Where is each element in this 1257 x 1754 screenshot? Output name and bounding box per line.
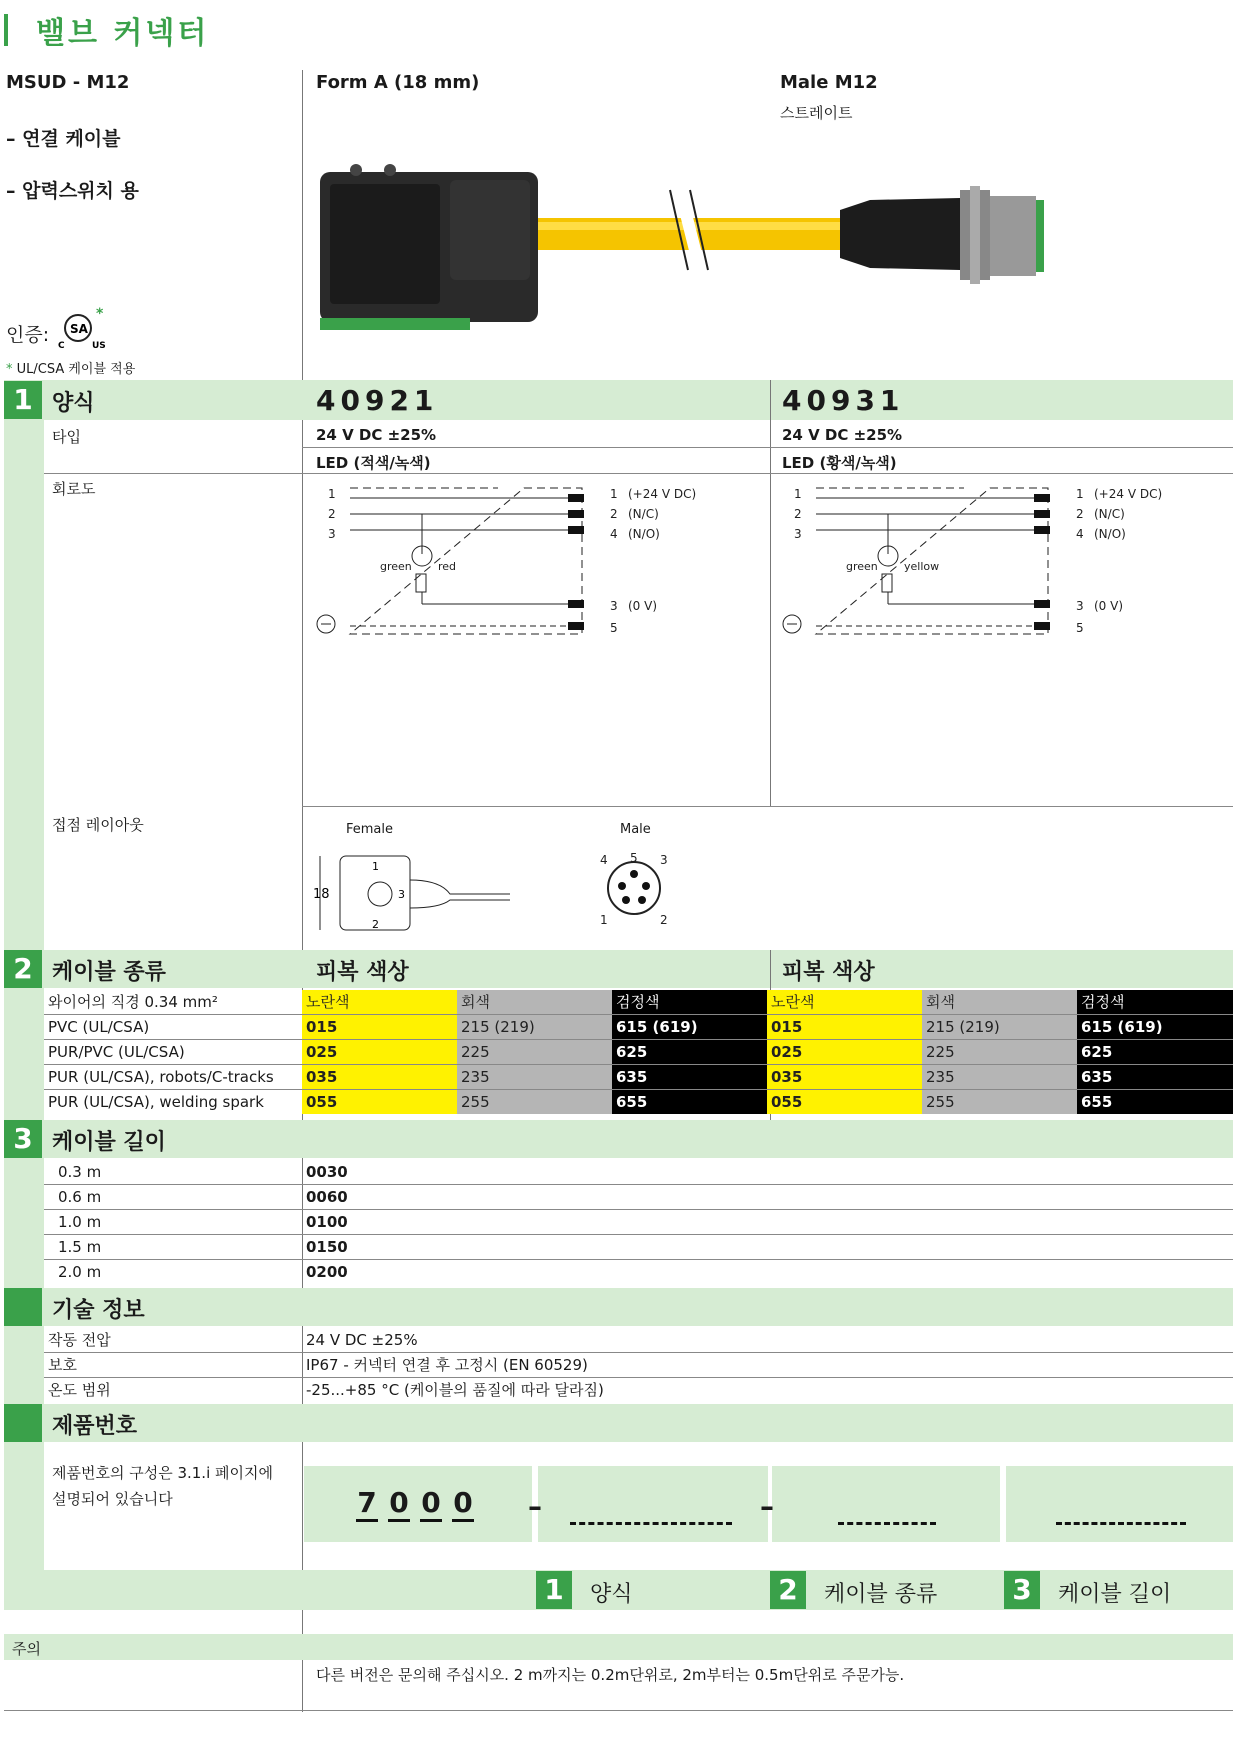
tech-table <box>44 1328 1233 1402</box>
svg-text:3: 3 <box>398 888 405 901</box>
form-a-heading: Form A (18 mm) <box>316 72 480 93</box>
partnum-band <box>4 1404 1233 1442</box>
male-m12-heading: Male M12 <box>780 72 878 93</box>
code-yellow: 055 <box>302 1090 457 1114</box>
type-label: 타입 <box>52 428 81 446</box>
feature-cable: – 연결 케이블 <box>6 128 121 150</box>
partnum-desc-2: 설명되어 있습니다 <box>52 1490 173 1508</box>
svg-text:US: US <box>92 341 106 351</box>
product-name: MSUD - M12 <box>6 72 130 93</box>
partnum-marker <box>4 1404 42 1442</box>
style-placeholder <box>570 1522 732 1525</box>
tech-band <box>4 1288 1233 1326</box>
tech-value: -25...+85 °C (케이블의 품질에 따라 달라짐) <box>306 1381 604 1399</box>
svg-text:(N/O): (N/O) <box>1094 527 1126 541</box>
legend-label: 양식 <box>590 1582 633 1607</box>
section3-side-strip <box>4 1158 44 1288</box>
cable-table <box>44 990 1233 1114</box>
tech-side-strip <box>4 1326 44 1404</box>
length-value: 1.5 m <box>58 1238 102 1256</box>
code-black: 625 <box>612 1040 767 1064</box>
legend-number: 3 <box>1004 1571 1040 1609</box>
jacket-color-b: 피복 색상 <box>782 960 875 985</box>
section2-band <box>4 950 1233 988</box>
bottom-rule <box>4 1710 1233 1711</box>
code-prefix: 7 0 0 0 <box>356 1486 484 1522</box>
table-row <box>44 1210 1233 1235</box>
cert-note: * UL/CSA 케이블 적용 <box>6 362 136 377</box>
section3-band <box>4 1120 1233 1158</box>
svg-text:1: 1 <box>600 913 608 927</box>
legend-number: 1 <box>536 1571 572 1609</box>
cert-star: * <box>96 306 104 322</box>
code-yellow: 015 <box>302 1015 457 1039</box>
tech-value: IP67 - 커넥터 연결 후 고정시 (EN 60529) <box>306 1356 588 1374</box>
color-gray-b: 회색 <box>922 990 1077 1014</box>
code-dash-2: – <box>760 1490 779 1523</box>
circuit-diagram-b <box>778 484 1178 654</box>
code-gray: 255 <box>922 1090 1077 1114</box>
code-yellow: 035 <box>767 1065 922 1089</box>
svg-text:(N/O): (N/O) <box>628 527 660 541</box>
table-row <box>44 1065 1233 1090</box>
code-box-style <box>538 1466 768 1542</box>
color-black-b: 검정색 <box>1077 990 1233 1014</box>
voltage-b: 24 V DC ±25% <box>782 426 903 444</box>
code-yellow: 035 <box>302 1065 457 1089</box>
cert-label: 인증: <box>6 324 50 346</box>
cable-header-row <box>44 990 1233 1015</box>
circuit-label: 회로도 <box>52 480 96 498</box>
led-b: LED (황색/녹색) <box>782 454 897 472</box>
svg-text:3: 3 <box>610 599 618 613</box>
note-band <box>4 1634 1233 1660</box>
svg-text:2: 2 <box>794 507 802 521</box>
code-gray: 235 <box>457 1065 612 1089</box>
straight-label: 스트레이트 <box>780 104 853 122</box>
code-gray: 225 <box>457 1040 612 1064</box>
code-black: 625 <box>1077 1040 1233 1064</box>
feature-pressure-switch: – 압력스위치 용 <box>6 180 139 202</box>
table-row <box>44 1260 1233 1284</box>
code-gray: 225 <box>922 1040 1077 1064</box>
legend-label: 케이블 길이 <box>1058 1582 1172 1607</box>
csa-cert-icon <box>58 304 108 354</box>
tech-title: 기술 정보 <box>52 1298 145 1323</box>
svg-text:2: 2 <box>610 507 618 521</box>
svg-text:5: 5 <box>630 851 638 865</box>
svg-text:C: C <box>58 341 65 351</box>
svg-text:4: 4 <box>600 853 608 867</box>
partnum-desc-1: 제품번호의 구성은 3.1.i 페이지에 <box>52 1464 273 1482</box>
legend-label: 케이블 종류 <box>824 1582 938 1607</box>
svg-text:1: 1 <box>328 487 336 501</box>
svg-text:2: 2 <box>660 913 668 927</box>
svg-text:4: 4 <box>610 527 618 541</box>
cable-placeholder <box>838 1522 936 1525</box>
svg-text:1: 1 <box>372 860 379 873</box>
length-value: 0.6 m <box>58 1188 102 1206</box>
column-divider <box>302 70 303 1712</box>
code-gray: 215 (219) <box>457 1015 612 1039</box>
code-yellow: 015 <box>767 1015 922 1039</box>
svg-text:2: 2 <box>328 507 336 521</box>
tech-label: 보호 <box>48 1356 77 1374</box>
length-code: 0100 <box>306 1213 348 1231</box>
voltage-a: 24 V DC ±25% <box>316 426 437 444</box>
legend-number: 2 <box>770 1571 806 1609</box>
tech-label: 작동 전압 <box>48 1331 111 1349</box>
tech-value: 24 V DC ±25% <box>306 1331 418 1349</box>
male-contact-layout <box>596 850 676 930</box>
svg-text:red: red <box>438 560 457 573</box>
svg-text:4: 4 <box>1076 527 1084 541</box>
code-yellow: 025 <box>302 1040 457 1064</box>
cable-name: PUR (UL/CSA), welding spark <box>48 1093 264 1111</box>
svg-text:3: 3 <box>328 527 336 541</box>
table-row <box>44 1235 1233 1260</box>
section2-number: 2 <box>4 950 42 988</box>
style-code-a: 40921 <box>316 384 439 417</box>
code-gray: 215 (219) <box>922 1015 1077 1039</box>
jacket-color-a: 피복 색상 <box>316 960 409 985</box>
code-black: 635 <box>612 1065 767 1089</box>
svg-text:5: 5 <box>610 621 618 635</box>
svg-text:1: 1 <box>1076 487 1084 501</box>
table-row <box>44 1353 1233 1378</box>
table-row <box>44 1015 1233 1040</box>
note-text: 다른 버전은 문의해 주십시오. 2 m까지는 0.2m단위로, 2m부터는 0.5m단위로 주문가능. <box>316 1666 905 1684</box>
svg-text:3: 3 <box>794 527 802 541</box>
product-photo <box>310 160 1080 340</box>
length-value: 0.3 m <box>58 1163 102 1181</box>
color-black-a: 검정색 <box>612 990 767 1014</box>
table-row <box>44 1185 1233 1210</box>
svg-text:1: 1 <box>794 487 802 501</box>
section1-number: 1 <box>4 381 42 419</box>
code-black: 655 <box>612 1090 767 1114</box>
style-code-b: 40931 <box>782 384 905 417</box>
section3-title: 케이블 길이 <box>52 1130 166 1155</box>
svg-text:(+24 V DC): (+24 V DC) <box>1094 487 1163 501</box>
cable-name: PUR (UL/CSA), robots/C-tracks <box>48 1068 274 1086</box>
code-gray: 255 <box>457 1090 612 1114</box>
svg-text:1: 1 <box>610 487 618 501</box>
svg-text:(N/C): (N/C) <box>628 507 659 521</box>
svg-text:(0 V): (0 V) <box>1094 599 1124 613</box>
svg-text:18: 18 <box>313 887 330 902</box>
length-table <box>44 1160 1233 1284</box>
section1-side-strip <box>4 420 44 950</box>
svg-text:(+24 V DC): (+24 V DC) <box>628 487 697 501</box>
length-value: 2.0 m <box>58 1263 102 1281</box>
column-divider-2 <box>770 380 771 806</box>
code-black: 655 <box>1077 1090 1233 1114</box>
svg-text:5: 5 <box>1076 621 1084 635</box>
svg-text:3: 3 <box>660 853 668 867</box>
code-black: 615 (619) <box>612 1015 767 1039</box>
table-row <box>44 1090 1233 1114</box>
svg-text:SA: SA <box>70 322 88 336</box>
led-a: LED (적색/녹색) <box>316 454 431 472</box>
title-accent-bar <box>4 14 8 46</box>
code-dash-1: – <box>528 1490 547 1523</box>
svg-text:2: 2 <box>372 918 379 931</box>
svg-text:green: green <box>846 560 878 573</box>
partnum-title: 제품번호 <box>52 1414 138 1439</box>
svg-text:(N/C): (N/C) <box>1094 507 1125 521</box>
length-code: 0200 <box>306 1263 348 1281</box>
table-row <box>44 1378 1233 1402</box>
code-gray: 235 <box>922 1065 1077 1089</box>
code-box-length <box>1006 1466 1233 1542</box>
tech-marker <box>4 1288 42 1326</box>
code-black: 615 (619) <box>1077 1015 1233 1039</box>
rule <box>302 447 1233 448</box>
female-contact-layout <box>310 850 530 940</box>
length-code: 0030 <box>306 1163 348 1181</box>
code-yellow: 025 <box>767 1040 922 1064</box>
contact-layout-label: 접점 레이아웃 <box>52 816 144 834</box>
table-row <box>44 1160 1233 1185</box>
color-yellow-b: 노란색 <box>767 990 922 1014</box>
section1-band <box>4 380 1233 420</box>
section3-number: 3 <box>4 1120 42 1158</box>
female-label: Female <box>346 822 394 837</box>
page-title: 밸브 커넥터 <box>36 16 210 51</box>
section2-title: 케이블 종류 <box>52 960 166 985</box>
svg-text:(0 V): (0 V) <box>628 599 658 613</box>
svg-text:2: 2 <box>1076 507 1084 521</box>
table-row <box>44 1040 1233 1065</box>
code-black: 635 <box>1077 1065 1233 1089</box>
color-gray-a: 회색 <box>457 990 612 1014</box>
tech-label: 온도 범위 <box>48 1381 111 1399</box>
cable-name: PVC (UL/CSA) <box>48 1018 150 1036</box>
cable-name: PUR/PVC (UL/CSA) <box>48 1043 185 1061</box>
length-value: 1.0 m <box>58 1213 102 1231</box>
svg-text:3: 3 <box>1076 599 1084 613</box>
code-yellow: 055 <box>767 1090 922 1114</box>
wire-diameter-label: 와이어의 직경 0.34 mm² <box>48 993 218 1011</box>
circuit-diagram-a <box>312 484 712 654</box>
rule <box>44 473 1233 474</box>
color-yellow-a: 노란색 <box>302 990 457 1014</box>
note-label: 주의 <box>12 1640 41 1658</box>
code-box-cable <box>772 1466 1000 1542</box>
length-placeholder <box>1056 1522 1186 1525</box>
section1-title: 양식 <box>52 391 95 416</box>
length-code: 0060 <box>306 1188 348 1206</box>
length-code: 0150 <box>306 1238 348 1256</box>
svg-text:green: green <box>380 560 412 573</box>
section2-side-strip <box>4 988 44 1120</box>
rule <box>302 806 1233 807</box>
table-row <box>44 1328 1233 1353</box>
svg-text:yellow: yellow <box>904 560 940 573</box>
male-label: Male <box>620 822 651 837</box>
